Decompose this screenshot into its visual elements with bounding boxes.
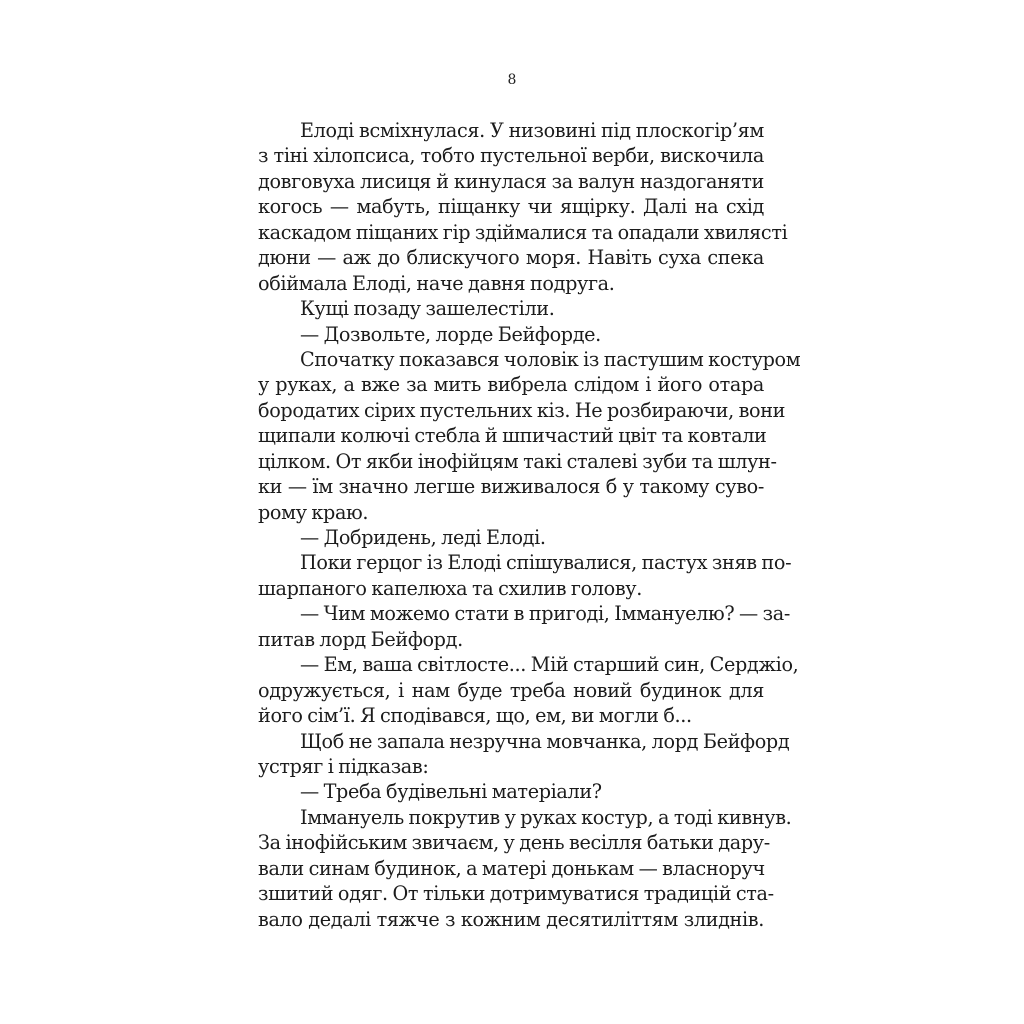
text-line: обіймала Елоді, наче давня подруга. xyxy=(258,271,615,295)
text-line: вало дедалі тяжче з кожним десятиліттям злиднів. xyxy=(258,907,764,931)
text-line: щипали колючі стебла й шпичастий цвіт та ковтали xyxy=(258,424,767,448)
text-line: питав лорд Бейфорд. xyxy=(258,627,463,651)
text-line: шарпаного капелюха та схилив голову. xyxy=(258,576,642,600)
text-line: Кущі позаду зашелестіли. xyxy=(300,297,555,321)
text-line: Поки герцог із Елоді спішувалися, пастух зняв по- xyxy=(300,551,792,575)
text-line: дюни — аж до блискучого моря. Навіть суха спека xyxy=(258,246,764,270)
page-number: 8 xyxy=(507,72,517,88)
text-line: — Добридень, леді Елоді. xyxy=(300,526,546,549)
body-text xyxy=(258,118,801,932)
text-line: рому краю. xyxy=(258,500,369,524)
text-line: довговуха лисиця й кинулася за валун наздоганяти xyxy=(258,169,764,193)
text-line: За інофійським звичаєм, у день весілля батьки дару- xyxy=(258,831,770,855)
text-line: Елоді всміхнулася. У низовині під плоскогір’ям xyxy=(300,119,764,142)
text-line: Щоб не запала незручна мовчанка, лорд Бейфорд xyxy=(300,729,790,753)
text-line: з тіні хілопсиса, тобто пустельної верби, вискочила xyxy=(258,144,764,168)
text-line: Спочатку показався чоловік із пастушим костуром xyxy=(300,347,801,371)
text-line: у руках, а вже за мить вибрела слідом і його отара xyxy=(258,373,764,397)
text-line: бородатих сірих пустельних кіз. Не розбираючи, вони xyxy=(258,398,786,422)
text-line: — Чим можемо стати в пригоді, Іммануелю? — за- xyxy=(300,602,790,626)
text-line: ки — їм значно легше виживалося б у такому суво- xyxy=(258,475,764,499)
text-line: вали синам будинок, а матері донькам — власноруч xyxy=(258,856,765,880)
text-line: його сім’ї. Я сподівався, що, ем, ви могли б... xyxy=(258,704,692,728)
text-line: устряг і підказав: xyxy=(258,754,429,778)
text-line: когось — мабуть, піщанку чи ящірку. Далі на схід xyxy=(258,195,764,219)
text-line: цілком. От якби інофійцям такі сталеві зуби та шлун- xyxy=(258,449,777,473)
text-line: одружується, і нам буде треба новий будинок для xyxy=(258,678,764,702)
text-line: — Треба будівельні матеріали? xyxy=(300,780,602,804)
text-line: — Ем, ваша світлосте... Мій старший син, Серджіо, xyxy=(300,653,799,677)
text-line: каскадом піщаних гір здіймалися та опадали хвилясті xyxy=(258,220,788,244)
text-line: Іммануель покрутив у руках костур, а тоді кивнув. xyxy=(300,805,792,829)
text-line: — Дозвольте, лорде Бейфорде. xyxy=(300,322,601,346)
text-line: зшитий одяг. От тільки дотримуватися традицій ста- xyxy=(258,882,774,906)
